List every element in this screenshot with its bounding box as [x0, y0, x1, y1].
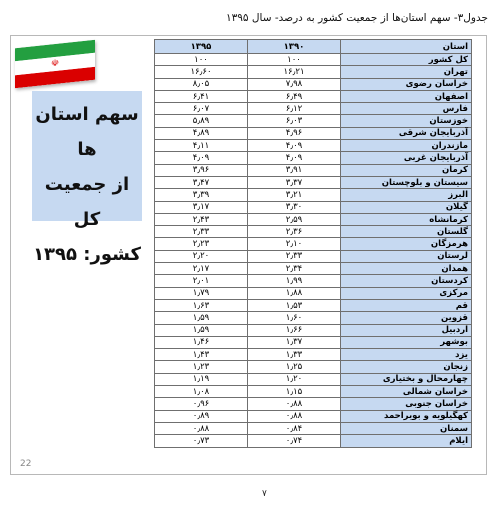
value-1390: ۱٫۲۵: [248, 361, 341, 373]
table-header-row: [155, 40, 472, 54]
header-1390: ۱۳۹۰: [248, 40, 341, 54]
table-row: [155, 287, 472, 299]
value-1395: ۱۰۰: [155, 54, 248, 66]
value-1390: ۳٫۳۰: [248, 201, 341, 213]
province-name: خراسان شمالی: [341, 386, 472, 398]
slide-panel: [10, 35, 487, 475]
value-1395: ۳٫۳۹: [155, 189, 248, 201]
value-1395: ۲٫۲۰: [155, 250, 248, 262]
value-1395: ۱٫۶۳: [155, 299, 248, 311]
value-1395: ۰٫۹۶: [155, 398, 248, 410]
province-name: قم: [341, 299, 472, 311]
province-name: اردبیل: [341, 324, 472, 336]
table-row: [155, 422, 472, 434]
value-1390: ۱۶٫۲۱: [248, 66, 341, 78]
province-name: اصفهان: [341, 90, 472, 102]
province-name: خوزستان: [341, 115, 472, 127]
value-1390: ۱٫۶۰: [248, 312, 341, 324]
value-1395: ۳٫۴۷: [155, 176, 248, 188]
value-1390: ۶٫۴۹: [248, 90, 341, 102]
value-1395: ۳٫۱۷: [155, 201, 248, 213]
table-row: [155, 201, 472, 213]
value-1395: ۱٫۵۹: [155, 324, 248, 336]
value-1390: ۱٫۸۸: [248, 287, 341, 299]
province-name: البرز: [341, 189, 472, 201]
table-row: [155, 336, 472, 348]
province-name: آذربایجان شرقی: [341, 127, 472, 139]
table-row: [155, 152, 472, 164]
header-1395: ۱۳۹۵: [155, 40, 248, 54]
table-row: [155, 54, 472, 66]
table-caption: جدول۳- سهم استان‌ها از جمعیت کشور به درصد- سال ۱۳۹۵: [226, 12, 488, 24]
value-1395: ۶٫۰۷: [155, 103, 248, 115]
value-1395: ۱٫۴۶: [155, 336, 248, 348]
value-1395: ۱٫۰۸: [155, 386, 248, 398]
header-province: استان: [341, 40, 472, 54]
table-row: [155, 189, 472, 201]
province-name: بوشهر: [341, 336, 472, 348]
value-1390: ۶٫۰۳: [248, 115, 341, 127]
province-name: فارس: [341, 103, 472, 115]
value-1390: ۱٫۱۵: [248, 386, 341, 398]
value-1390: ۰٫۸۸: [248, 398, 341, 410]
iran-flag-icon: ☫: [15, 40, 95, 88]
province-name: کرمان: [341, 164, 472, 176]
value-1395: ۲٫۴۳: [155, 213, 248, 225]
table-row: [155, 213, 472, 225]
table-row: [155, 373, 472, 385]
province-name: کردستان: [341, 275, 472, 287]
value-1390: ۱٫۹۹: [248, 275, 341, 287]
province-name: خراسان رضوی: [341, 78, 472, 90]
table-row: [155, 66, 472, 78]
value-1395: ۴٫۰۹: [155, 152, 248, 164]
table-row: [155, 263, 472, 275]
province-name: مرکزی: [341, 287, 472, 299]
table-row: [155, 250, 472, 262]
table-row: [155, 410, 472, 422]
table-row: [155, 78, 472, 90]
province-name: کهگیلویه و بویراحمد: [341, 410, 472, 422]
value-1390: ۳٫۹۱: [248, 164, 341, 176]
table-row: [155, 226, 472, 238]
table-row: [155, 324, 472, 336]
value-1390: ۱٫۳۳: [248, 349, 341, 361]
table-row: [155, 176, 472, 188]
province-name: مازندران: [341, 140, 472, 152]
value-1390: ۴٫۹۶: [248, 127, 341, 139]
banner-line: کشور: ۱۳۹۵: [33, 244, 141, 265]
value-1395: ۲٫۱۷: [155, 263, 248, 275]
table-row: [155, 238, 472, 250]
value-1390: ۱۰۰: [248, 54, 341, 66]
table-row: [155, 361, 472, 373]
value-1395: ۵٫۸۹: [155, 115, 248, 127]
province-name: همدان: [341, 263, 472, 275]
value-1395: ۲٫۰۱: [155, 275, 248, 287]
province-name: ایلام: [341, 435, 472, 447]
province-name: تهران: [341, 66, 472, 78]
province-name: سیستان و بلوچستان: [341, 176, 472, 188]
province-name: کل کشور: [341, 54, 472, 66]
value-1390: ۲٫۱۰: [248, 238, 341, 250]
value-1395: ۳٫۹۶: [155, 164, 248, 176]
population-share-table: [154, 39, 472, 448]
value-1390: ۲٫۳۶: [248, 226, 341, 238]
value-1395: ۱٫۵۹: [155, 312, 248, 324]
value-1390: ۱٫۲۰: [248, 373, 341, 385]
value-1390: ۴٫۰۹: [248, 140, 341, 152]
value-1390: ۴٫۰۹: [248, 152, 341, 164]
value-1395: ۸٫۰۵: [155, 78, 248, 90]
province-name: یزد: [341, 349, 472, 361]
table-row: [155, 435, 472, 447]
province-name: زنجان: [341, 361, 472, 373]
table-row: [155, 312, 472, 324]
table-row: [155, 115, 472, 127]
province-name: لرستان: [341, 250, 472, 262]
value-1390: ۰٫۸۴: [248, 422, 341, 434]
province-name: هرمزگان: [341, 238, 472, 250]
table-row: [155, 127, 472, 139]
value-1395: ۴٫۱۱: [155, 140, 248, 152]
value-1390: ۰٫۸۸: [248, 410, 341, 422]
value-1395: ۶٫۴۱: [155, 90, 248, 102]
title-banner: [32, 91, 142, 265]
value-1395: ۱۶٫۶۰: [155, 66, 248, 78]
value-1395: ۲٫۳۳: [155, 226, 248, 238]
value-1395: ۲٫۲۳: [155, 238, 248, 250]
page-number: ۷: [262, 489, 267, 499]
table-row: [155, 90, 472, 102]
table-row: [155, 299, 472, 311]
value-1395: ۱٫۲۳: [155, 361, 248, 373]
banner-line: سهم استان ها: [35, 104, 139, 160]
value-1395: ۰٫۸۹: [155, 410, 248, 422]
province-name: گیلان: [341, 201, 472, 213]
value-1390: ۳٫۲۱: [248, 189, 341, 201]
value-1395: ۱٫۴۳: [155, 349, 248, 361]
province-name: قزوین: [341, 312, 472, 324]
slide-page-number: 22: [20, 459, 32, 469]
banner-line: از جمعیت کل: [44, 174, 130, 230]
table-row: [155, 349, 472, 361]
table-row: [155, 140, 472, 152]
value-1390: ۷٫۹۸: [248, 78, 341, 90]
table-row: [155, 398, 472, 410]
province-name: گلستان: [341, 226, 472, 238]
value-1395: ۱٫۷۹: [155, 287, 248, 299]
value-1390: ۱٫۵۳: [248, 299, 341, 311]
table-row: [155, 164, 472, 176]
value-1390: ۲٫۳۳: [248, 250, 341, 262]
value-1390: ۱٫۶۶: [248, 324, 341, 336]
province-name: چهارمحال و بختیاری: [341, 373, 472, 385]
province-name: کرمانشاه: [341, 213, 472, 225]
province-name: آذربایجان غربی: [341, 152, 472, 164]
value-1390: ۳٫۳۷: [248, 176, 341, 188]
table-row: [155, 275, 472, 287]
value-1395: ۱٫۱۹: [155, 373, 248, 385]
value-1395: ۰٫۸۸: [155, 422, 248, 434]
value-1390: ۶٫۱۲: [248, 103, 341, 115]
value-1395: ۴٫۸۹: [155, 127, 248, 139]
value-1390: ۱٫۳۷: [248, 336, 341, 348]
table-row: [155, 103, 472, 115]
province-name: سمنان: [341, 422, 472, 434]
table-row: [155, 386, 472, 398]
value-1390: ۲٫۳۴: [248, 263, 341, 275]
value-1390: ۰٫۷۴: [248, 435, 341, 447]
province-name: خراسان جنوبی: [341, 398, 472, 410]
value-1395: ۰٫۷۳: [155, 435, 248, 447]
value-1390: ۲٫۵۹: [248, 213, 341, 225]
